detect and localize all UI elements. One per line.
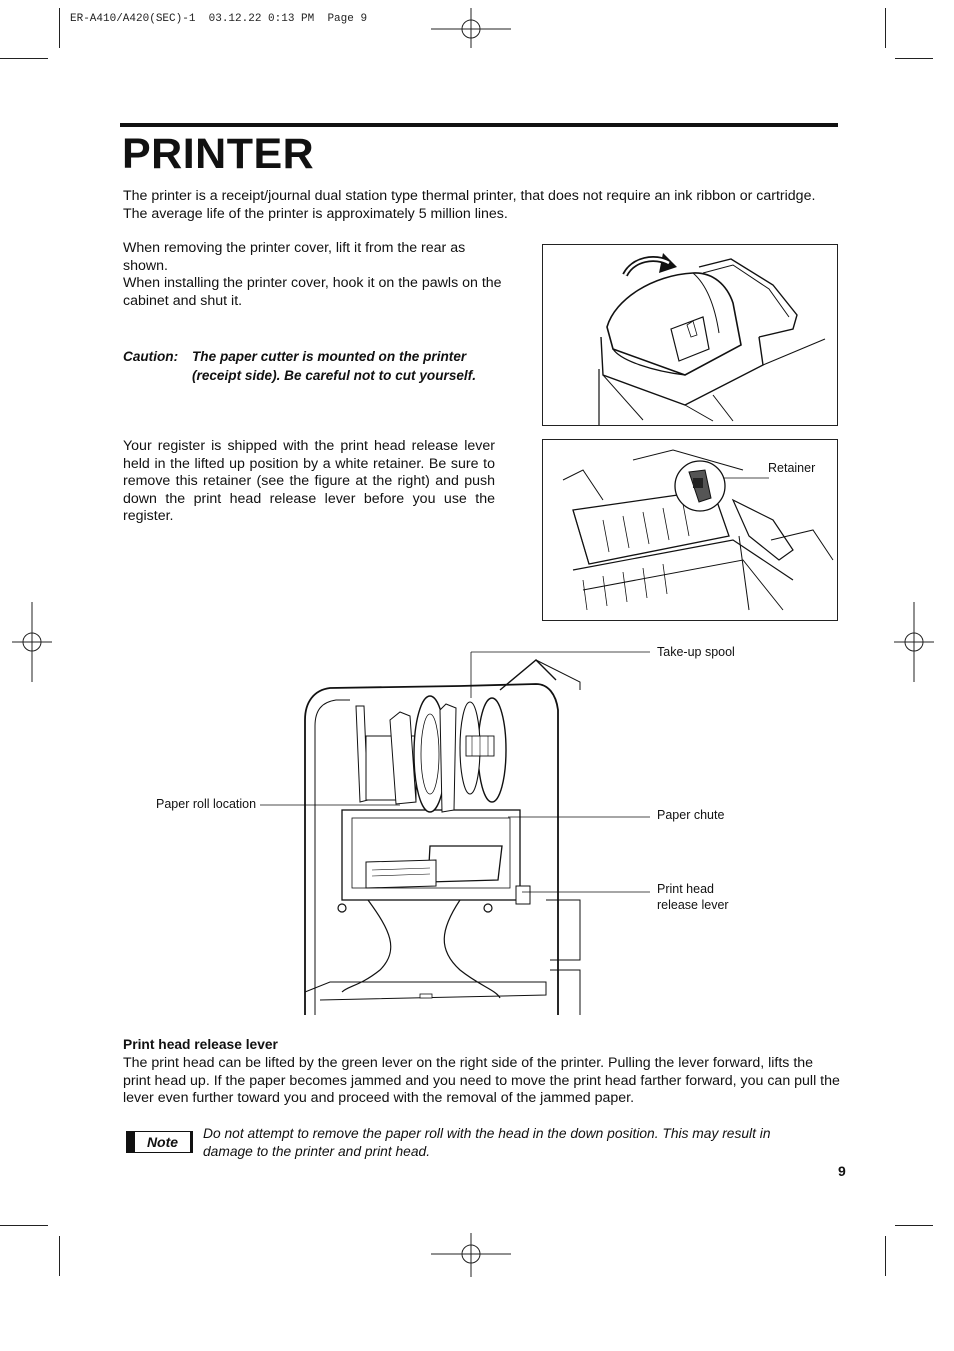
- caution-label: Caution:: [123, 349, 179, 364]
- note-label: Note: [134, 1131, 191, 1153]
- caution-block: [123, 347, 523, 385]
- print-head-callout-line-1: Print head: [657, 882, 714, 896]
- registration-mark-icon: [894, 602, 934, 682]
- crop-mark: [59, 1236, 60, 1276]
- section-heading: Print head release lever: [123, 1037, 278, 1052]
- crop-mark: [59, 8, 60, 48]
- page-title: PRINTER: [122, 130, 315, 178]
- crop-mark: [895, 1225, 933, 1226]
- crop-mark: [0, 1225, 48, 1226]
- crop-mark: [895, 58, 933, 59]
- registration-mark-icon: [431, 8, 511, 48]
- paper-chute-callout: Paper chute: [657, 808, 725, 822]
- cover-remove-text: When removing the printer cover, lift it from the rear as shown.: [123, 240, 466, 274]
- note-text: Do not attempt to remove the paper roll with the head in the down position. This may result in damage to the printer and print head.: [203, 1126, 771, 1159]
- section-body: The print head can be lifted by the green lever on the right side of the printer. Pulling the lever forward, lifts the print head up. If the paper becomes jammed and you need to move the print head farther forward, you can pull the lever even further toward you and proceed with the removal of the jammed paper.: [123, 1055, 840, 1107]
- retainer-paragraph: Your register is shipped with the print head release lever held in the lifted up position by a white retainer. Be sure to remove this retainer (see the figure at the right) and push down the print head release lever before you use the register.: [123, 438, 495, 525]
- registration-mark-icon: [431, 1233, 511, 1277]
- cover-install-text: When installing the printer cover, hook it on the pawls on the cabinet and shut it.: [123, 275, 502, 309]
- print-header-info: ER-A410/A420(SEC)-1 03.12.22 0:13 PM Page 9: [70, 13, 368, 25]
- take-up-spool-callout: Take-up spool: [657, 645, 735, 659]
- cover-instructions: [123, 240, 503, 310]
- crop-mark: [885, 8, 886, 48]
- registration-mark-icon: [12, 602, 52, 682]
- printer-cover-illustration: [543, 245, 837, 425]
- crop-mark: [0, 58, 48, 59]
- intro-paragraph: The printer is a receipt/journal dual station type thermal printer, that does not require an ink ribbon or cartridge. The average life of the printer is approximately 5 million lines.: [123, 188, 816, 222]
- printer-cover-figure: [542, 244, 838, 426]
- caution-line-1: The paper cutter is mounted on the printer: [192, 349, 467, 364]
- print-head-callout-line-2: release lever: [657, 898, 729, 912]
- title-rule: [120, 123, 838, 127]
- caution-line-2: (receipt side). Be careful not to cut yourself.: [192, 368, 477, 383]
- paper-roll-location-callout: Paper roll location: [156, 797, 257, 811]
- retainer-figure: [542, 439, 838, 621]
- page-number: 9: [838, 1163, 846, 1179]
- retainer-callout: Retainer: [768, 461, 816, 475]
- note-badge: [126, 1131, 193, 1153]
- printer-interior-illustration: [260, 650, 660, 1020]
- crop-mark: [885, 1236, 886, 1276]
- print-head-release-lever-callout: [657, 881, 729, 913]
